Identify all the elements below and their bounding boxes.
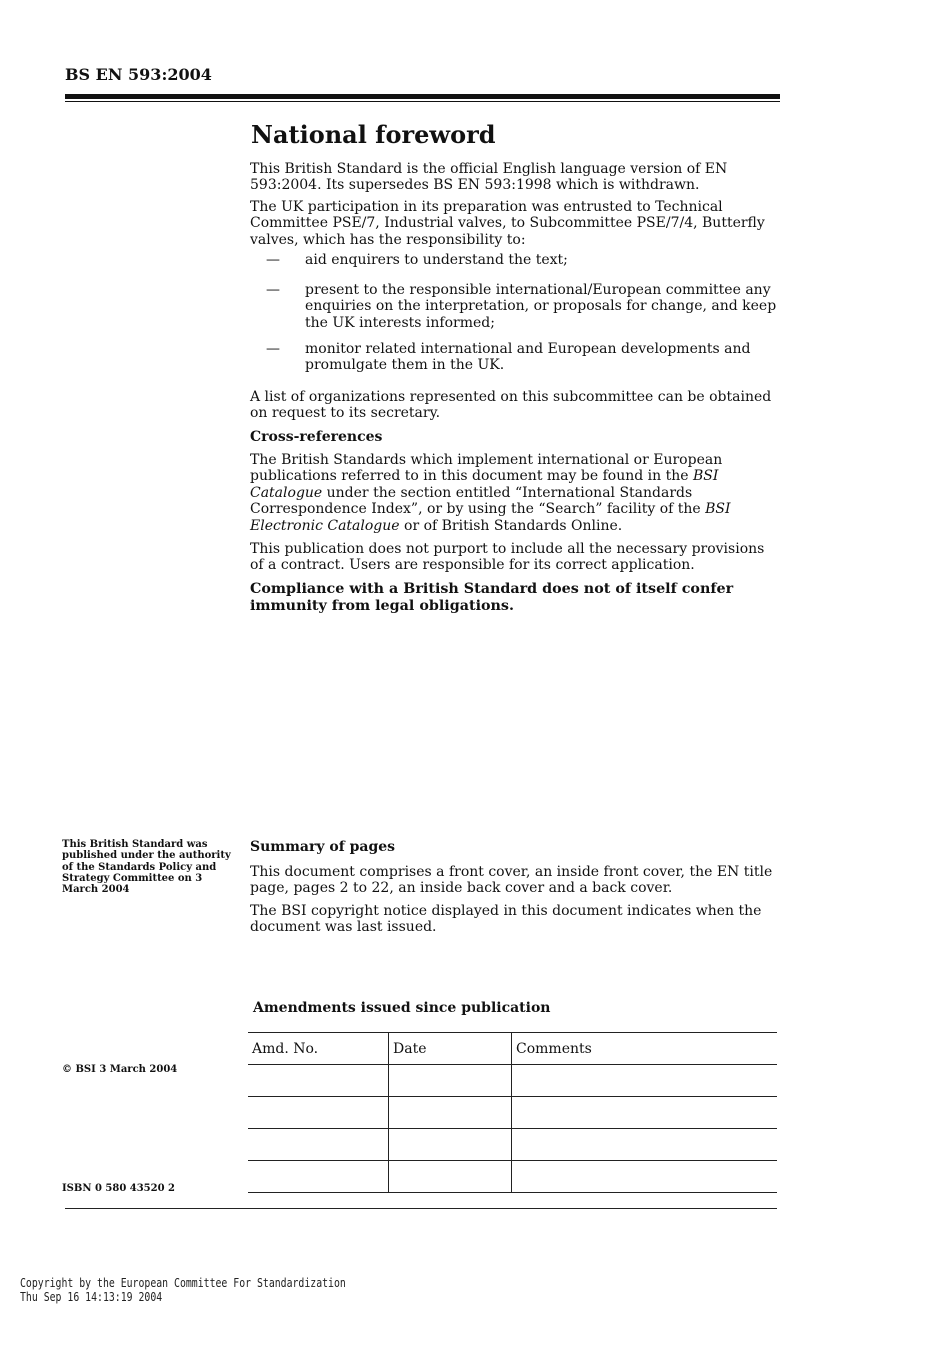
copyright-notice: © BSI 3 March 2004 [62,1064,178,1075]
table-cell [248,1065,389,1097]
foreword-paragraph-5: This publication does not purport to include all the necessary provisions of a contract. Users are responsible for its correct application. [250,541,765,574]
amendments-table [248,1032,777,1193]
table-row [248,1129,777,1161]
summary-heading: Summary of pages [250,839,396,855]
table-cell [248,1129,389,1161]
footer-line-2: Thu Sep 16 14:13:19 2004 [20,1290,163,1304]
list-item-text: present to the responsible international/European committee any enquiries on the interpretation, or proposals for change, and keep the UK interests informed; [305,282,777,331]
footer-line-1: Copyright by the European Committee For Standardization [20,1276,346,1290]
list-item-text: monitor related international and European developments and promulgate them in the UK. [305,341,751,374]
list-dash: — [266,282,280,298]
compliance-statement: Compliance with a British Standard does not of itself confer immunity from legal obligations. [250,581,734,614]
list-dash: — [266,252,280,268]
bsi-electronic-catalogue-title: BSI Electronic Catalogue [250,501,731,534]
foreword-paragraph-1: This British Standard is the official English language version of EN 593:2004. Its supersedes BS EN 593:1998 which is withdrawn. [250,161,728,194]
cross-text-b: under the section entitled “International Standards Correspondence Index”, or by using the “Search” facility of the [250,484,706,518]
cross-references-heading: Cross-references [250,429,383,445]
table-cell [512,1097,778,1129]
copyright-footer [20,1276,346,1304]
list-item-text: aid enquirers to understand the text; [305,252,568,268]
document-code: BS EN 593:2004 [65,65,212,84]
list-dash: — [266,341,280,357]
amendments-heading: Amendments issued since publication [253,1000,551,1016]
foreword-paragraph-2: The UK participation in its preparation was entrusted to Technical Committee PSE/7, Industrial valves, to Subcommittee PSE/7/4, Butterfly valves, which has the responsibility to: [250,199,765,248]
table-cell [512,1129,778,1161]
publication-authority-note: This British Standard was published under the authority of the Standards Policy and Strategy Committee on 3 March 2004 [62,839,231,896]
table-cell [512,1065,778,1097]
bsi-catalogue-title: BSI Catalogue [250,468,719,501]
cross-references-paragraph [250,452,780,534]
table-row [248,1065,777,1097]
table-cell [389,1129,512,1161]
table-header-row [248,1033,777,1065]
cross-text-a: The British Standards which implement international or European publications referred to in this document may be found in the [250,452,723,485]
table-row [248,1161,777,1193]
bottom-rule [65,1208,777,1209]
page-title: National foreword [251,120,496,149]
column-header-date: Date [389,1033,512,1065]
table-row [248,1097,777,1129]
foreword-paragraph-3: A list of organizations represented on this subcommittee can be obtained on request to its secretary. [250,389,772,422]
table-cell [248,1161,389,1193]
table-cell [389,1065,512,1097]
table-cell [248,1097,389,1129]
summary-paragraph-1: This document comprises a front cover, an inside front cover, the EN title page, pages 2 to 22, an inside back cover and a back cover. [250,864,773,897]
table-cell [512,1161,778,1193]
header-rule-thin [65,101,780,102]
table-cell [389,1097,512,1129]
isbn-number: ISBN 0 580 43520 2 [62,1183,175,1194]
column-header-amd-no: Amd. No. [248,1033,389,1065]
summary-paragraph-2: The BSI copyright notice displayed in this document indicates when the document was last issued. [250,903,762,936]
cross-text-c: or of British Standards Online. [399,517,623,534]
table-cell [389,1161,512,1193]
column-header-comments: Comments [512,1033,778,1065]
header-rule-thick [65,94,780,99]
